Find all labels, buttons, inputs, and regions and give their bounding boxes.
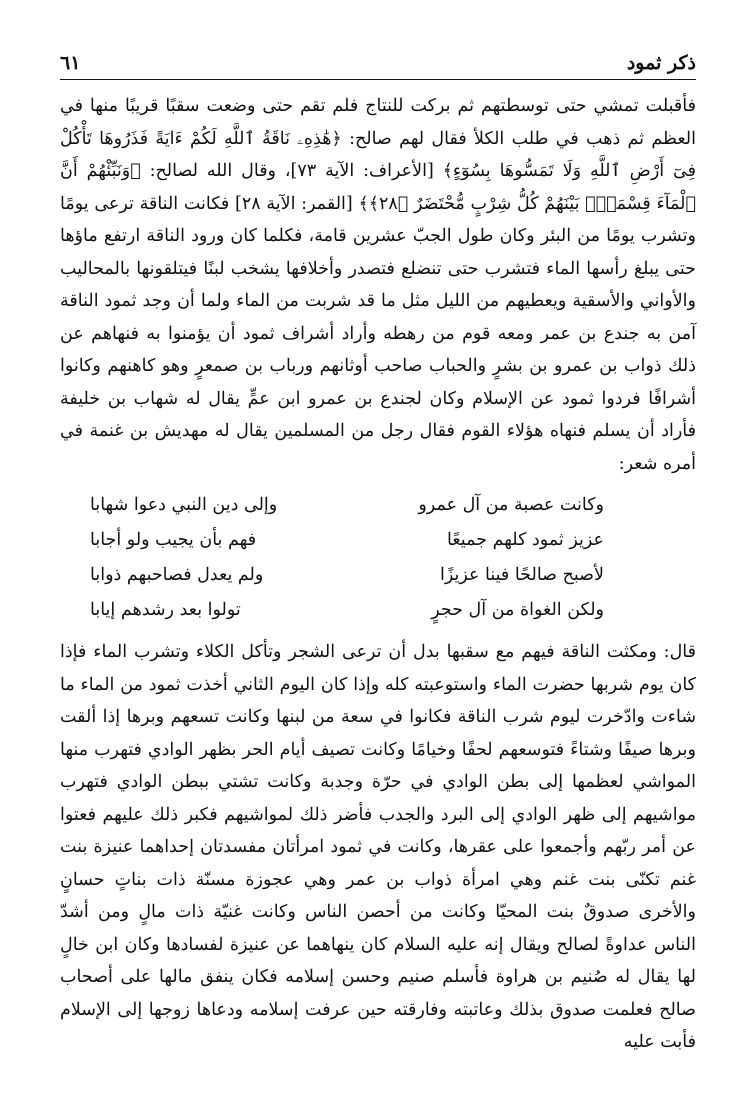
verse-second-hemistich: وإلى دين النبي دعوا شهابا [90, 495, 278, 515]
verse-first-hemistich: عزيز ثمود كلهم جميعًا [447, 530, 604, 550]
page-number: ٦١ [60, 52, 81, 74]
verse-second-hemistich: ولم يعدل فصاحبهم ذوابا [90, 565, 264, 585]
poem [60, 488, 696, 628]
verse-first-hemistich: لأصبح صالحًا فينا عزيزًا [439, 565, 604, 585]
verse-second-hemistich: تولوا بعد رشدهم إيابا [90, 600, 241, 620]
header-rule [60, 79, 696, 80]
poem-verse [60, 488, 696, 523]
page-header [60, 52, 696, 79]
poem-verse [60, 558, 696, 593]
paragraph-2: قال: ومكثت الناقة فيهم مع سقبها بدل أن ترعى الشجر وتأكل الكلاء وتشرب الماء فإذا كان يوم شربها حضرت الماء واستوعبته كله وإذا كان اليوم الثاني أخذت ثمود من الماء ما شاءت وادّخرت ليوم شرب الناقة فكانوا في سعة من لبنها وكانت تسعهم وبرها إذا ألقت وبرها صيفًا وشتاءً فتوسعهم لحفًا وخيامًا وكانت تصيف أيام الحر بظهر الوادي فتهرب منها المواشي لعظمها إلى بطن الوادي في حرّة وجدبة وكانت تشتي ببطن الوادي فتهرب مواشيهم إلى ظهر الوادي إلى البرد والجدب فأضر ذلك لمواشيهم فكبر ذلك عليهم فعتوا عن أمر ربّهم وأجمعوا على عقرها، وكانت في ثمود امرأتان مفسدتان إحداهما عنيزة بنت غنم تكنّى بنت غنم وهي امرأة ذواب بن عمر وهي عجوزة مسنّة ذات بناتٍ حسانٍ والأخرى صدوقٌ بنت المحيّا وكانت من أحصن الناس وكانت غنيّة ذات مالٍ ومن أشدّ الناس عداوةً لصالح ويقال إنه عليه السلام كان ينهاهما عن عنيزة لفسادها وكان ابن خالٍ لها يقال له صُنيم بن هراوة فأسلم صنيم وحسن إسلامه فكان ينفق مالها على أصحاب صالح فعلمت صدوق بذلك وعاتبته وفارقته حين عرفت إسلامه ودعاها زوجها إلى الإسلام فأبت عليه [60, 642, 696, 1052]
running-title: ذكر ثمود [626, 52, 696, 74]
verse-second-hemistich: فهم بأن يجيب ولو أجابا [90, 530, 257, 550]
book-page [60, 52, 696, 1059]
poem-verse [60, 593, 696, 628]
verse-first-hemistich: ولكن الغواة من آل حجرٍ [431, 600, 604, 620]
verse-first-hemistich: وكانت عصبة من آل عمرو [418, 495, 604, 515]
poem-verse [60, 523, 696, 558]
paragraph-1: فأقبلت تمشي حتى توسطتهم ثم بركت للنتاج فلم تقم حتى وضعت سقبًا قريبًا منها في العظم ثم ذهب في طلب الكلأ فقال لهم صالح: ﴿هَٰذِهِۦ نَاقَةُ ٱللَّهِ لَكُمْ ءَايَةً فَذَرُوهَا تَأْكُلْ فِىٓ أَرْضِ ٱللَّهِ وَلَا تَمَسُّوهَا بِسُوٓءٍ﴾ [الأعراف: الآية ٧٣]، وقال الله لصالح: ﴿وَنَبِّئْهُمْ أَنَّ ٱلْمَآءَ قِسْمَةٌۢ بَيْنَهُمْ كُلُّ شِرْبٍ مُّحْتَضَرٌ ﴿٢٨﴾﴾ [القمر: الآية ٢٨] فكانت الناقة ترعى يومًا وتشرب يومًا من البئر وكان طول الجبّ عشرين قامة، فكلما كان ورود الناقة ارتفع ماؤها حتى يبلغ رأسها الماء فتشرب حتى تنضلع فتصدر وأخلافها يشخب لبنًا فيتلقونها بالمحاليب والأواني والأسقية ويعطيهم من الليل مثل ما قد شربت من الماء ولما أن وجد ثمود الناقة آمن به جندع بن عمر ومعه قوم من رهطه وأراد أشراف ثمود أن يؤمنوا به فنهاهم عن ذلك ذواب بن عمرو بن بشرٍ والحباب صاحب أوثانهم ورباب بن صمعرٍ وهو كاهنهم وكانوا أشرافًا فردوا ثمود عن الإسلام وكان لجندع بن عمرو ابن عمٍّ يقال له شهاب بن خليفة فأراد أن يسلم فنهاه هؤلاء القوم فقال رجل من المسلمين يقال له مهديش بن غنمة في أمره شعر: [60, 96, 696, 474]
